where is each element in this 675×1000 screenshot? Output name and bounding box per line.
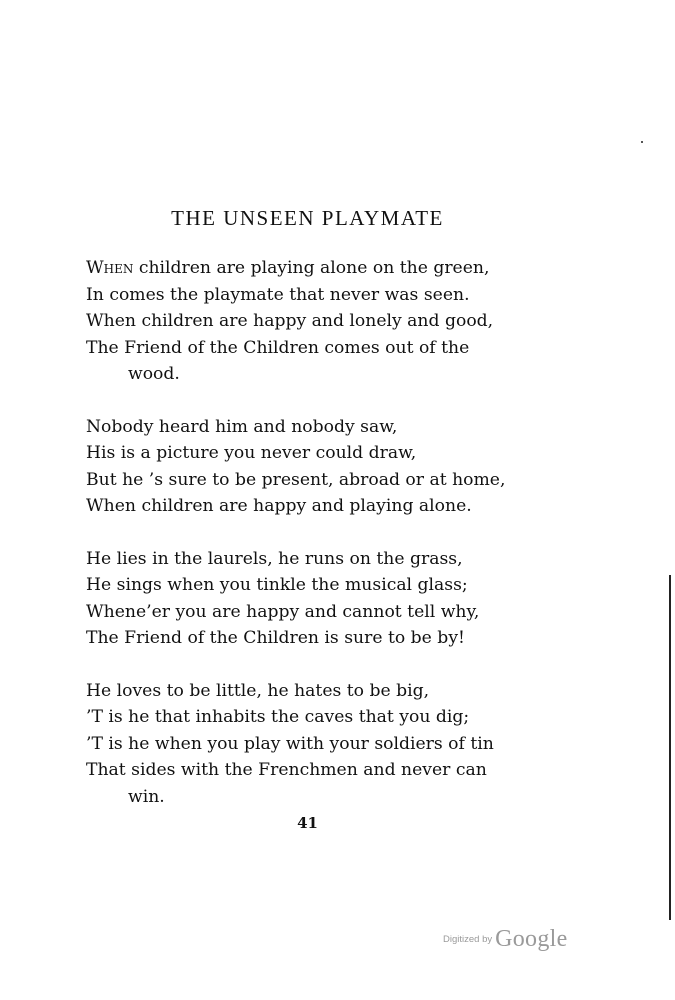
poem-line: He sings when you tinkle the musical glass; <box>86 575 468 595</box>
line-rest: children are playing alone on the green, <box>133 258 490 278</box>
initial-word: When <box>86 258 134 278</box>
poem-line: That sides with the Frenchmen and never can <box>86 760 487 780</box>
poem-body <box>86 255 546 836</box>
poem-line: Nobody heard him and nobody saw, <box>86 416 398 437</box>
poem-line: But he ’s sure to be present, abroad or at home, <box>86 469 506 490</box>
poem-line: ’T is he when you play with your soldiers of tin <box>86 733 494 754</box>
google-logo: Google <box>495 926 568 952</box>
poem-line: The Friend of the Children comes out of the <box>86 337 470 358</box>
poem-line: In comes the playmate that never was seen. <box>86 284 470 305</box>
watermark-prefix: Digitized by <box>443 934 493 945</box>
poem-line: The Friend of the Children is sure to be by! <box>86 628 465 648</box>
poem-line-continuation: win. <box>128 786 165 807</box>
poem-line <box>86 255 546 282</box>
poem-line: His is a picture you never could draw, <box>86 443 417 463</box>
stanza-4 <box>86 678 546 811</box>
poem-title: THE UNSEEN PLAYMATE <box>171 206 444 230</box>
poem-line: Whene’er you are happy and cannot tell why, <box>86 601 480 622</box>
stanza-3 <box>86 546 546 652</box>
scan-speck <box>641 141 643 143</box>
digitized-watermark <box>443 926 568 953</box>
poem-line: He loves to be little, he hates to be big, <box>86 680 430 701</box>
poem-line: When children are happy and lonely and good, <box>86 311 494 331</box>
stanza-1 <box>86 255 546 388</box>
stanza-2 <box>86 414 546 520</box>
poem-line: He lies in the laurels, he runs on the grass, <box>86 548 463 569</box>
poem-line-continuation: wood. <box>128 364 180 384</box>
page-number: 41 <box>297 814 318 832</box>
poem-line: When children are happy and playing alone. <box>86 496 472 516</box>
poem-line: ’T is he that inhabits the caves that you dig; <box>86 707 470 727</box>
scan-edge-line <box>669 575 671 920</box>
